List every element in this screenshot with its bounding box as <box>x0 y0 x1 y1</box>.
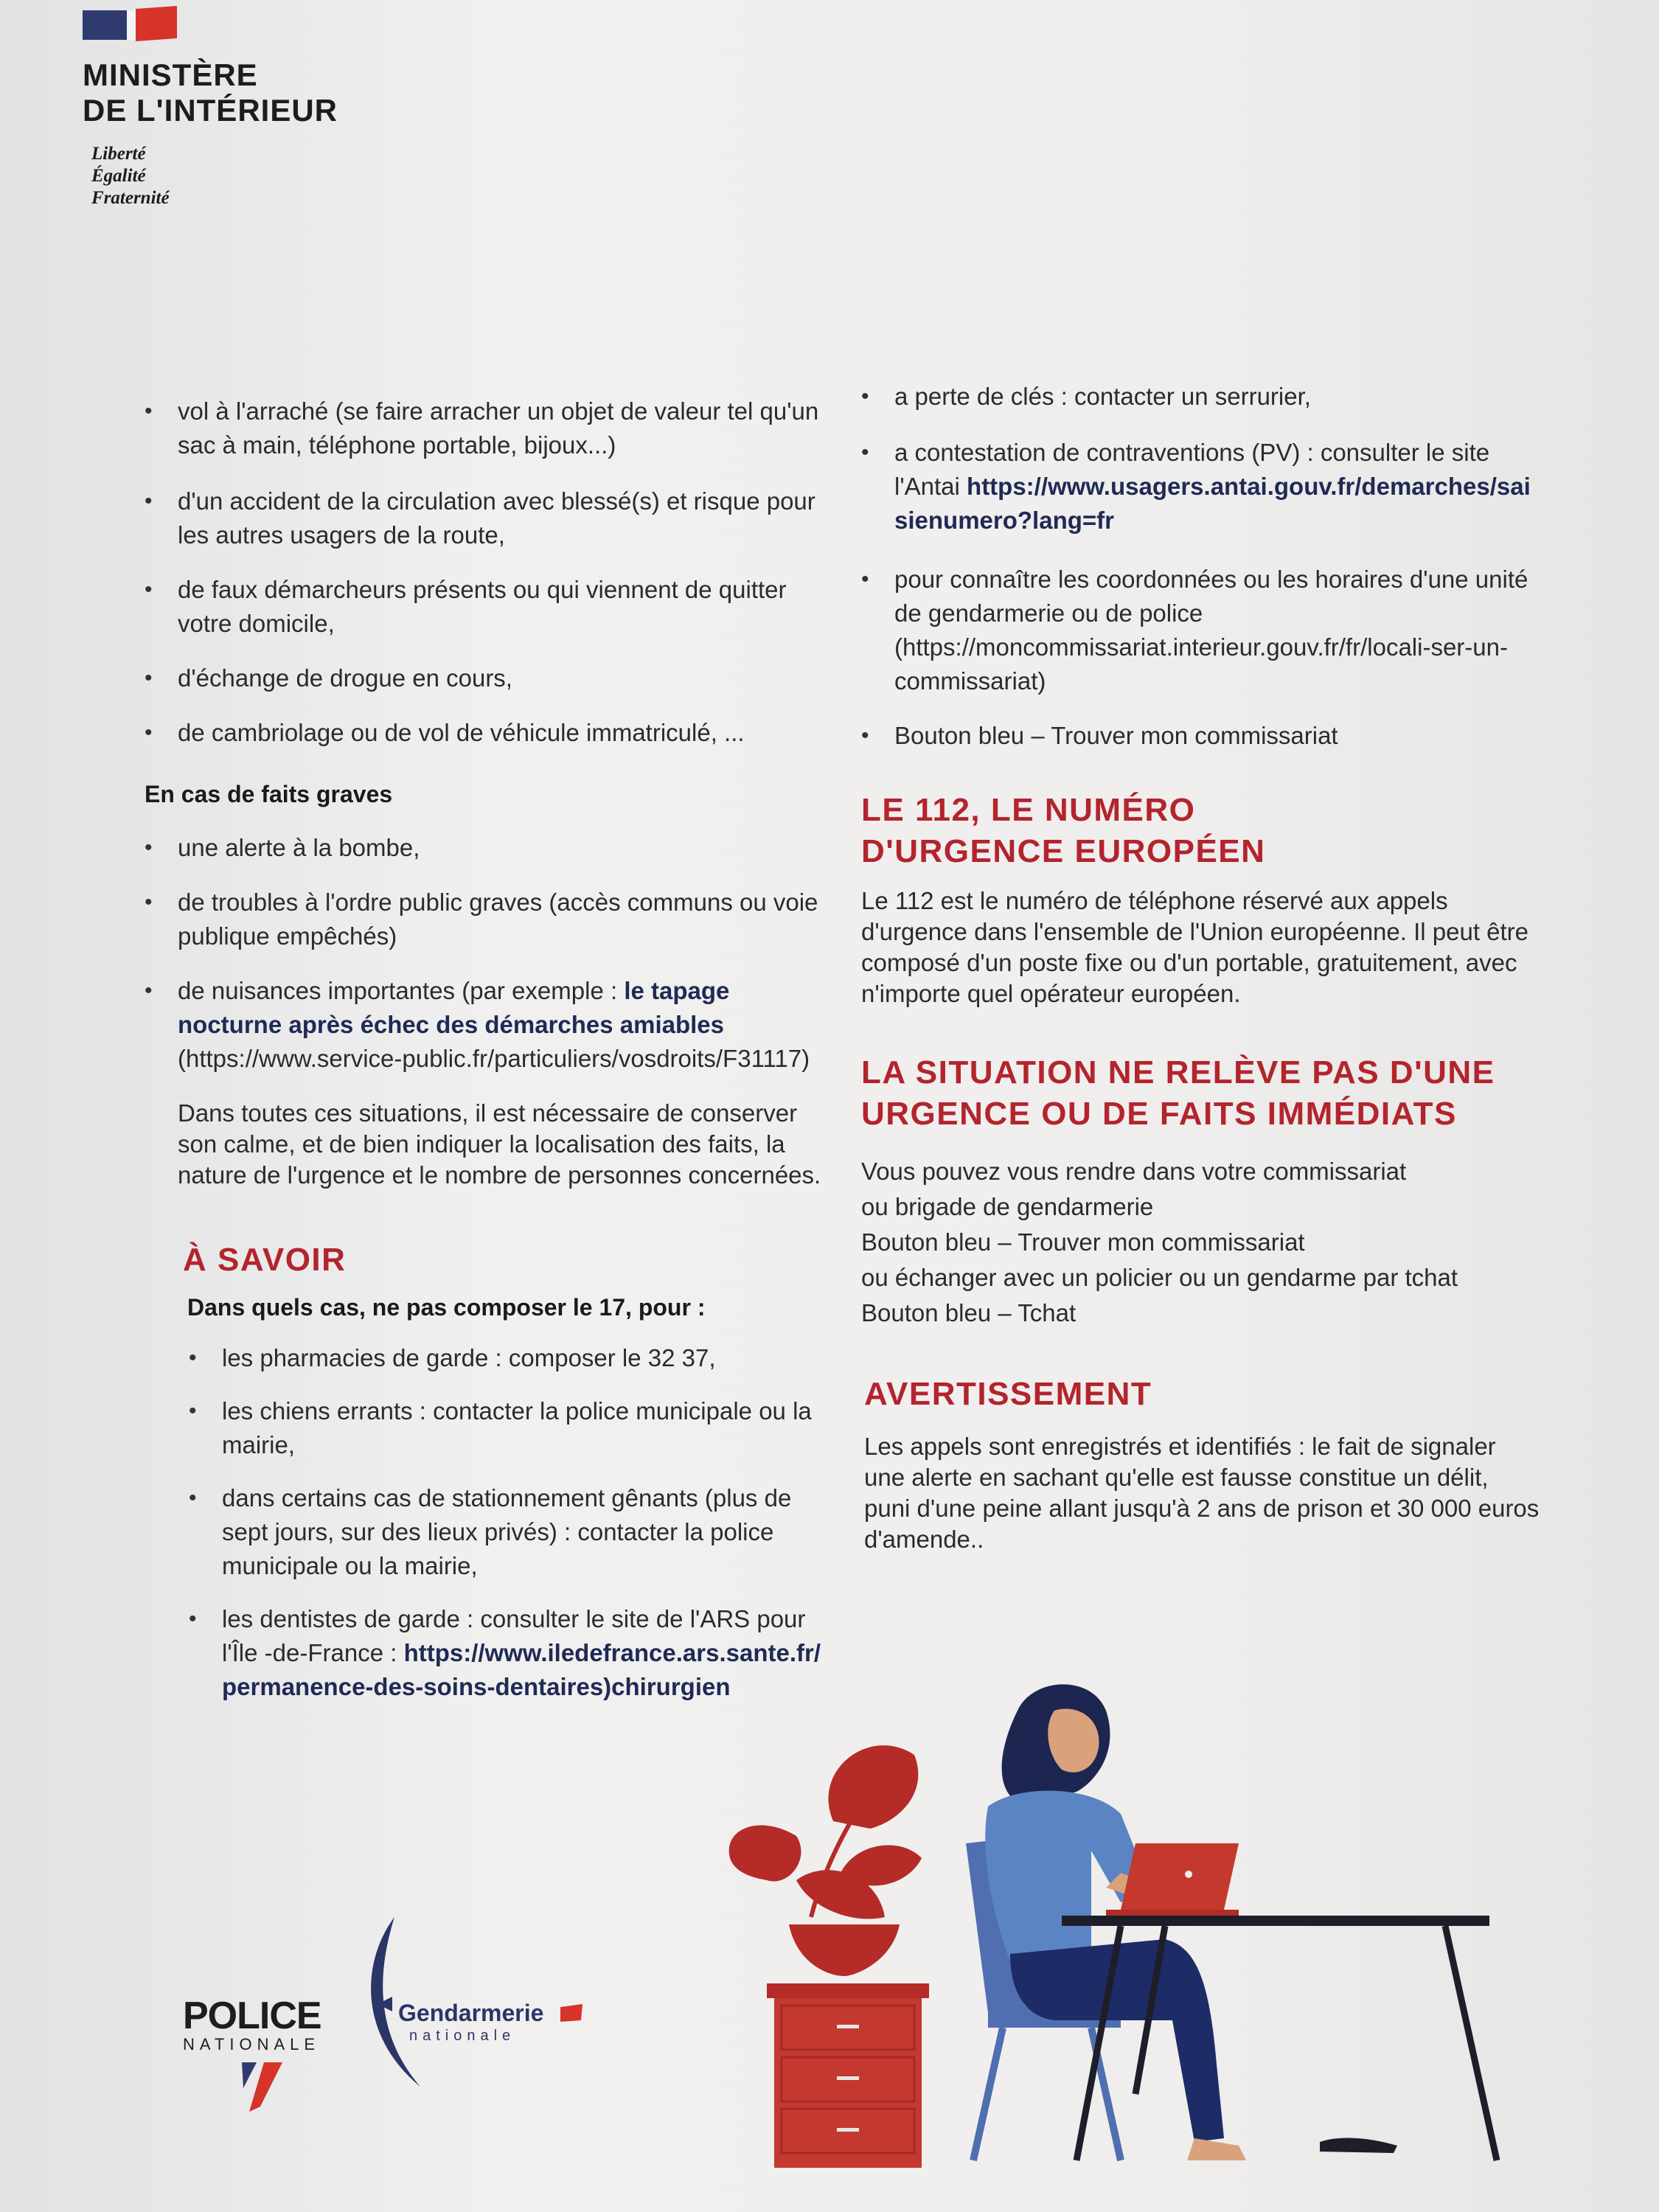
police-flag-icon <box>227 2059 301 2118</box>
gendarmerie-subtitle: nationale <box>409 2028 516 2044</box>
heading-112 <box>861 790 1540 872</box>
service-public-link[interactable]: (https://www.service-public.fr/particuliers/vosdroits/F31117) <box>178 1045 810 1072</box>
list-item <box>861 436 1540 538</box>
antai-link[interactable]: https://www.usagers.antai.gouv.fr/demarches/saisienumero?lang=fr <box>894 473 1531 534</box>
ministry-line-2: DE L'INTÉRIEUR <box>83 93 338 128</box>
calm-paragraph: Dans toutes ces situations, il est nécessaire de conserver son calme, et de bien indiquer la localisation des faits, la nature de l'urgence et le nombre de personnes concernées. <box>178 1099 821 1189</box>
situation-line: Vous pouvez vous rendre dans votre commissariat <box>861 1158 1407 1185</box>
left-column <box>145 394 823 1704</box>
list-item: • les pharmacies de garde : composer le 32 37, <box>189 1341 823 1375</box>
situations-list <box>145 394 823 750</box>
plant-icon <box>729 1745 922 1919</box>
ministry-name <box>83 58 338 128</box>
cabinet-icon <box>767 1983 929 2168</box>
french-flag-icon <box>83 7 178 43</box>
ars-link[interactable]: https://www.iledefrance.ars.sante.fr/permanence-des-soins-dentaires)chirurgien <box>222 1639 821 1700</box>
warning-paragraph: Les appels sont enregistrés et identifiés : le fait de signaler une alerte en sachant qu'elle est fausse constitue un délit, puni d'une peine allant jusqu'à 2 ans de prison et 30 000 euros d'amende.. <box>864 1433 1540 1553</box>
situation-line: Bouton bleu – Tchat <box>861 1299 1077 1326</box>
situation-line: ou échanger avec un policier ou un gendarme par tchat <box>861 1264 1458 1291</box>
situation-line: Bouton bleu – Trouver mon commissariat <box>861 1228 1305 1256</box>
list-item: • d'échange de drogue en cours, <box>145 661 823 695</box>
a-savoir-list <box>145 1341 823 1704</box>
motto-fraternite: Fraternité <box>91 188 170 208</box>
heading-situation-line-2: URGENCE OU DE FAITS IMMÉDIATS <box>861 1096 1457 1132</box>
motto-egalite: Égalité <box>91 166 146 186</box>
list-item <box>145 974 823 1076</box>
list-item: • vol à l'arraché (se faire arracher un objet de valeur tel qu'un sac à main, téléphone portable, bijoux...) <box>145 394 823 462</box>
gendarmerie-title: Gendarmerie <box>398 2000 544 2026</box>
item-text: de nuisances importantes (par exemple : <box>178 977 625 1004</box>
motto-liberte: Liberté <box>91 144 146 164</box>
situation-paragraph <box>861 1154 1540 1331</box>
graves-title: En cas de faits graves <box>145 781 393 807</box>
police-subtitle: NATIONALE <box>183 2035 321 2053</box>
tapage-highlight: le tapage nocturne après échec des démarches amiables <box>178 977 730 1038</box>
other-cases-list <box>861 380 1540 753</box>
list-item: • une alerte à la bombe, <box>145 831 823 865</box>
list-item: • de cambriolage ou de vol de véhicule immatriculé, ... <box>145 716 823 750</box>
item-text: a contestation de contraventions (PV) : consulter le site l'Antai <box>894 439 1490 500</box>
heading-situation <box>861 1052 1540 1135</box>
heading-situation-line-1: LA SITUATION NE RELÈVE PAS D'UNE <box>861 1054 1495 1091</box>
graves-list <box>145 831 823 1076</box>
list-item: • les chiens errants : contacter la police municipale ou la mairie, <box>189 1394 823 1462</box>
a-savoir-subtitle: Dans quels cas, ne pas composer le 17, pour : <box>187 1294 706 1321</box>
gendarmerie-flag-icon <box>560 2004 590 2023</box>
list-item: • dans certains cas de stationnement gênants (plus de sept jours, sur des lieux privés) : contacter la police municipale ou la mairie, <box>189 1481 823 1583</box>
republic-motto <box>91 143 170 209</box>
list-item: • de troubles à l'ordre public graves (accès communs ou voie publique empêchés) <box>145 886 823 953</box>
list-item: • pour connaître les coordonnées ou les horaires d'une unité de gendarmerie ou de police (https://moncommissariat.interieur.gouv.fr/fr/locali-ser-un-commissariat) <box>861 563 1540 698</box>
heading-112-line-1: LE 112, LE NUMÉRO <box>861 792 1196 828</box>
warning-heading: AVERTISSEMENT <box>864 1376 1152 1412</box>
list-item: • de faux démarcheurs présents ou qui viennent de quitter votre domicile, <box>145 573 823 641</box>
heading-112-line-2: D'URGENCE EUROPÉEN <box>861 833 1266 869</box>
item-text: les dentistes de garde : consulter le site de l'ARS pour l'Île -de-France : <box>222 1605 806 1666</box>
list-item: • a perte de clés : contacter un serrurier, <box>861 380 1540 414</box>
list-item: • Bouton bleu – Trouver mon commissariat <box>861 719 1540 753</box>
ministry-line-1: MINISTÈRE <box>83 58 258 92</box>
a-savoir-heading: À SAVOIR <box>183 1242 347 1278</box>
woman-at-laptop-illustration <box>708 1681 1519 2168</box>
police-nationale-logo <box>183 1994 321 2118</box>
right-column <box>861 380 1540 1555</box>
situation-line: ou brigade de gendarmerie <box>861 1193 1154 1220</box>
paragraph-112: Le 112 est le numéro de téléphone réservé aux appels d'urgence dans l'ensemble de l'Union européenne. Il peut être composé d'un poste fixe ou d'un portable, gratuitement, avec n'importe quel opérateur européen. <box>861 887 1529 1007</box>
list-item: • d'un accident de la circulation avec blessé(s) et risque pour les autres usagers de la route, <box>145 484 823 552</box>
police-title: POLICE <box>183 1994 321 2037</box>
